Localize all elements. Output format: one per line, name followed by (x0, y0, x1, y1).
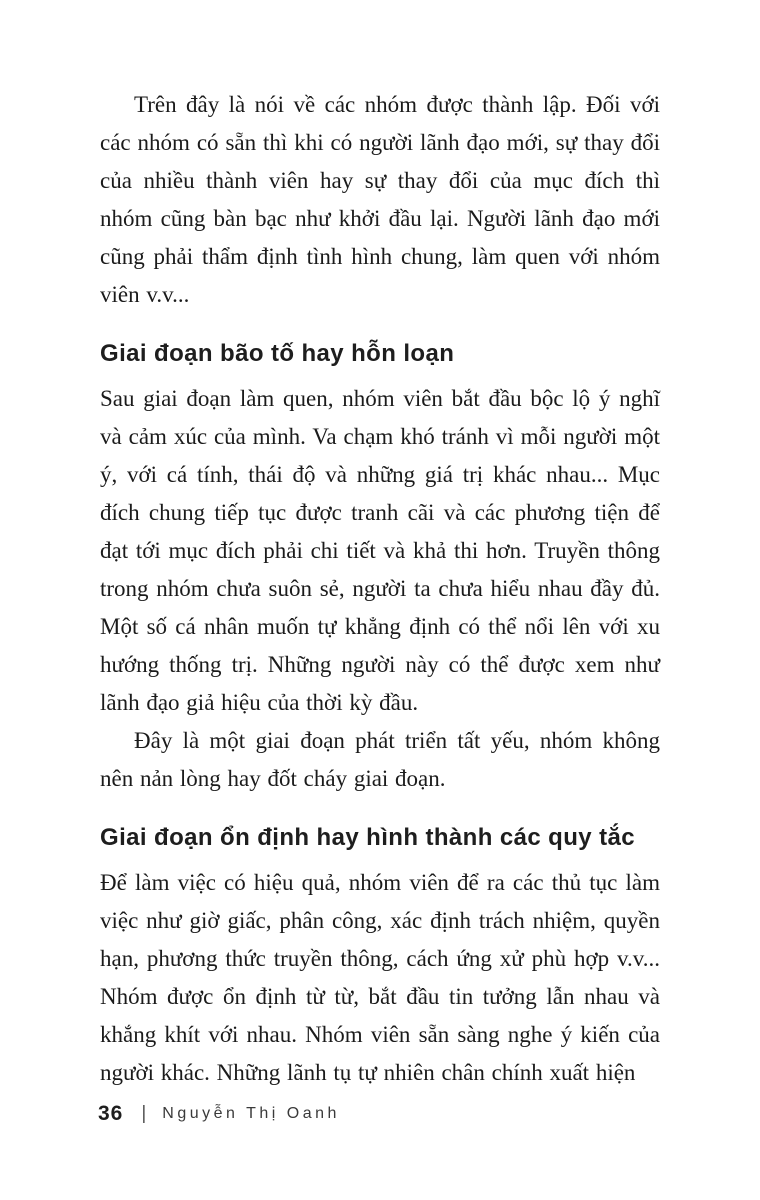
section-heading-storming: Giai đoạn bão tố hay hỗn loạn (100, 340, 455, 367)
section-heading-norming: Giai đoạn ổn định hay hình thành các quy tắc (100, 824, 635, 851)
page-footer (98, 1102, 340, 1126)
page-number: 36 (98, 1102, 124, 1125)
paragraph-norming: Để làm việc có hiệu quả, nhóm viên để ra các thủ tục làm việc như giờ giấc, phân công, xác định trách nhiệm, quyền hạn, phương thức truyền thông, cách ứng xử phù hợp v.v... Nhóm được ổn định từ từ, bắt đầu tin tưởng lẫn nhau và khắng khít với nhau. Nhóm viên sẵn sàng nghe ý kiến của người khác. Những lãnh tụ tự nhiên chân chính xuất hiện (100, 870, 660, 1085)
paragraph-intro: Trên đây là nói về các nhóm được thành lập. Đối với các nhóm có sẵn thì khi có người lãnh đạo mới, sự thay đổi của nhiều thành viên hay sự thay đổi của mục đích thì nhóm cũng bàn bạc như khởi đầu lại. Người lãnh đạo mới cũng phải thẩm định tình hình chung, làm quen với nhóm viên v.v... (100, 92, 660, 307)
footer-divider: | (141, 1103, 147, 1124)
paragraph-storming-note: Đây là một giai đoạn phát triển tất yếu, nhóm không nên nản lòng hay đốt cháy giai đoạn. (100, 728, 660, 791)
paragraph-storming: Sau giai đoạn làm quen, nhóm viên bắt đầu bộc lộ ý nghĩ và cảm xúc của mình. Va chạm khó tránh vì mỗi người một ý, với cá tính, thái độ và những giá trị khác nhau... Mục đích chung tiếp tục được tranh cãi và các phương tiện để đạt tới mục đích phải chi tiết và khả thi hơn. Truyền thông trong nhóm chưa suôn sẻ, người ta chưa hiểu nhau đầy đủ. Một số cá nhân muốn tự khẳng định có thể nổi lên với xu hướng thống trị. Những người này có thể được xem như lãnh đạo giả hiệu của thời kỳ đầu. (100, 386, 660, 715)
page-content (100, 86, 660, 1092)
author-name: Nguyễn Thị Oanh (162, 1105, 340, 1122)
